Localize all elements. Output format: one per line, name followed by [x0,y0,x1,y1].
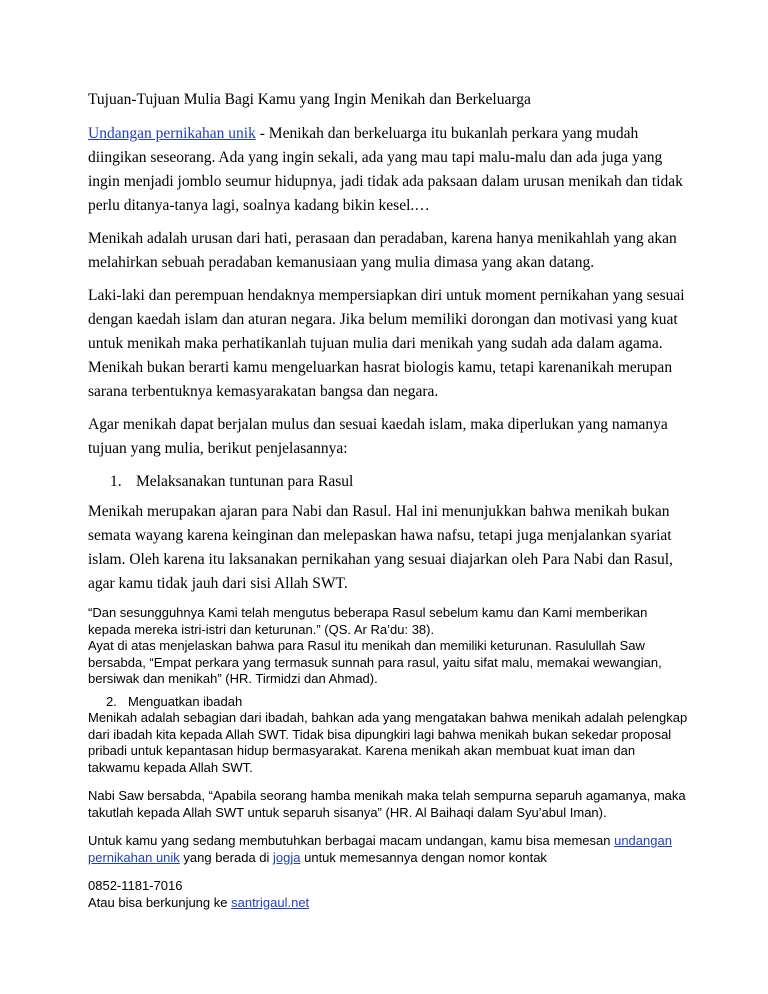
website-paragraph: Atau bisa berkunjung ke santrigaul.net [88,894,310,910]
phone-number: 0852-1181-7016 [88,878,183,893]
intro-text: - Menikah dan berkeluarga itu bukanlah perkara yang mudah diingikan seseorang. Ada yang ingin sekali, ada yang mau tapi malu-malu dan ada juga yang ingin menjadi jomblo seumur hidupnya, jadi tidak ada paksaan dalam urusan menikah dan tidak perlu ditanya-tanya lagi, soalnya kadang bikin kesel.… [88,125,683,214]
paragraph-3: Laki-laki dan perempuan hendaknya mempersiapkan diri untuk moment pernikahan yang sesuai dengan kaedah islam dan aturan negara. Jika belum memiliki dorongan dan motivasi yang kuat untuk menikah maka perhatikanlah tujuan mulia dari menikah yang sudah ada dalam agama. Menikah bukan berarti kamu mengeluarkan hasrat biologis kamu, tetapi karenanikah merupan sarana terbentuknya kemasyarakatan bangsa dan negara. [88,287,685,400]
undangan-link[interactable]: undangan pernikahan unik [88,833,672,865]
jogja-link[interactable]: jogja [273,849,301,865]
document-page [88,88,688,911]
list-number: 1. [110,473,122,490]
ibadah-block [88,710,688,911]
hadith-paragraph: Ayat di atas menjelaskan bahwa para Rasul itu menikah dan memiliki keturunan. Rasulullah Saw bersabda, “Empat perkara yang termasuk sunnah para rasul, yaitu sifat malu, memakai wewangian, bersiwak dan menikah” (HR. Tirmidzi dan Ahmad). [88,638,662,686]
intro-paragraph [88,122,688,218]
nabi-saw-paragraph: Nabi Saw bersabda, “Apabila seorang hamba menikah maka telah sempurna separuh agamanya, maka takutlah kepada Allah SWT untuk separuh sisanya” (HR. Al Baihaqi dalam Syu’abul Iman). [88,788,686,820]
paragraph-4: Agar menikah dapat berjalan mulus dan sesuai kaedah islam, maka diperlukan yang namanya tujuan yang mulia, berikut penjelasannya: [88,416,668,457]
document-title: Tujuan-Tujuan Mulia Bagi Kamu yang Ingin Menikah dan Berkeluarga [88,91,531,108]
undangan-pernikahan-unik-link[interactable]: Undangan pernikahan unik [88,125,256,142]
contact-paragraph: Untuk kamu yang sedang membutuhkan berbagai macam undangan, kamu bisa memesan undangan pernikahan unik yang berada di jogja untuk memesannya dengan nomor kontak [88,833,672,865]
list-item-text: Melaksanakan tuntunan para Rasul [136,473,354,490]
santrigaul-link[interactable]: santrigaul.net [231,894,310,910]
list-item-text: Menguatkan ibadah [128,693,243,709]
paragraph-5: Menikah merupakan ajaran para Nabi dan Rasul. Hal ini menunjukkan bahwa menikah bukan semata wayang karena keinginan dan melepaskan hawa nafsu, tetapi juga menjalankan syariat islam. Oleh karena itu laksanakan pernikahan yang sesuai diajarkan oleh Para Nabi dan Rasul, agar kamu tidak jauh dari sisi Allah SWT. [88,503,673,592]
quote-block [88,605,688,688]
ibadah-paragraph: Menikah adalah sebagian dari ibadah, bahkan ada yang mengatakan bahwa menikah adalah pelengkap dari ibadah kita kepada Allah SWT. Tidak bisa dipungkiri lagi bahwa menikah bukan sekedar proposal pribadi untuk kepantasan hidup bermasyarakat. Karena menikah akan membuat kuat iman dan takwamu kepada Allah SWT. [88,710,688,775]
list-item-2 [88,694,688,711]
list-item-1 [88,470,688,494]
quran-quote: “Dan sesungguhnya Kami telah mengutus beberapa Rasul sebelum kamu dan Kami memberikan kepada mereka istri-istri dan keturunan.” (QS. Ar Ra’du: 38). [88,605,648,637]
paragraph-2: Menikah adalah urusan dari hati, perasaan dan peradaban, karena hanya menikahlah yang akan melahirkan sebuah peradaban kemanusiaan yang mulia dimasa yang akan datang. [88,230,677,271]
list-number: 2. [106,693,117,709]
